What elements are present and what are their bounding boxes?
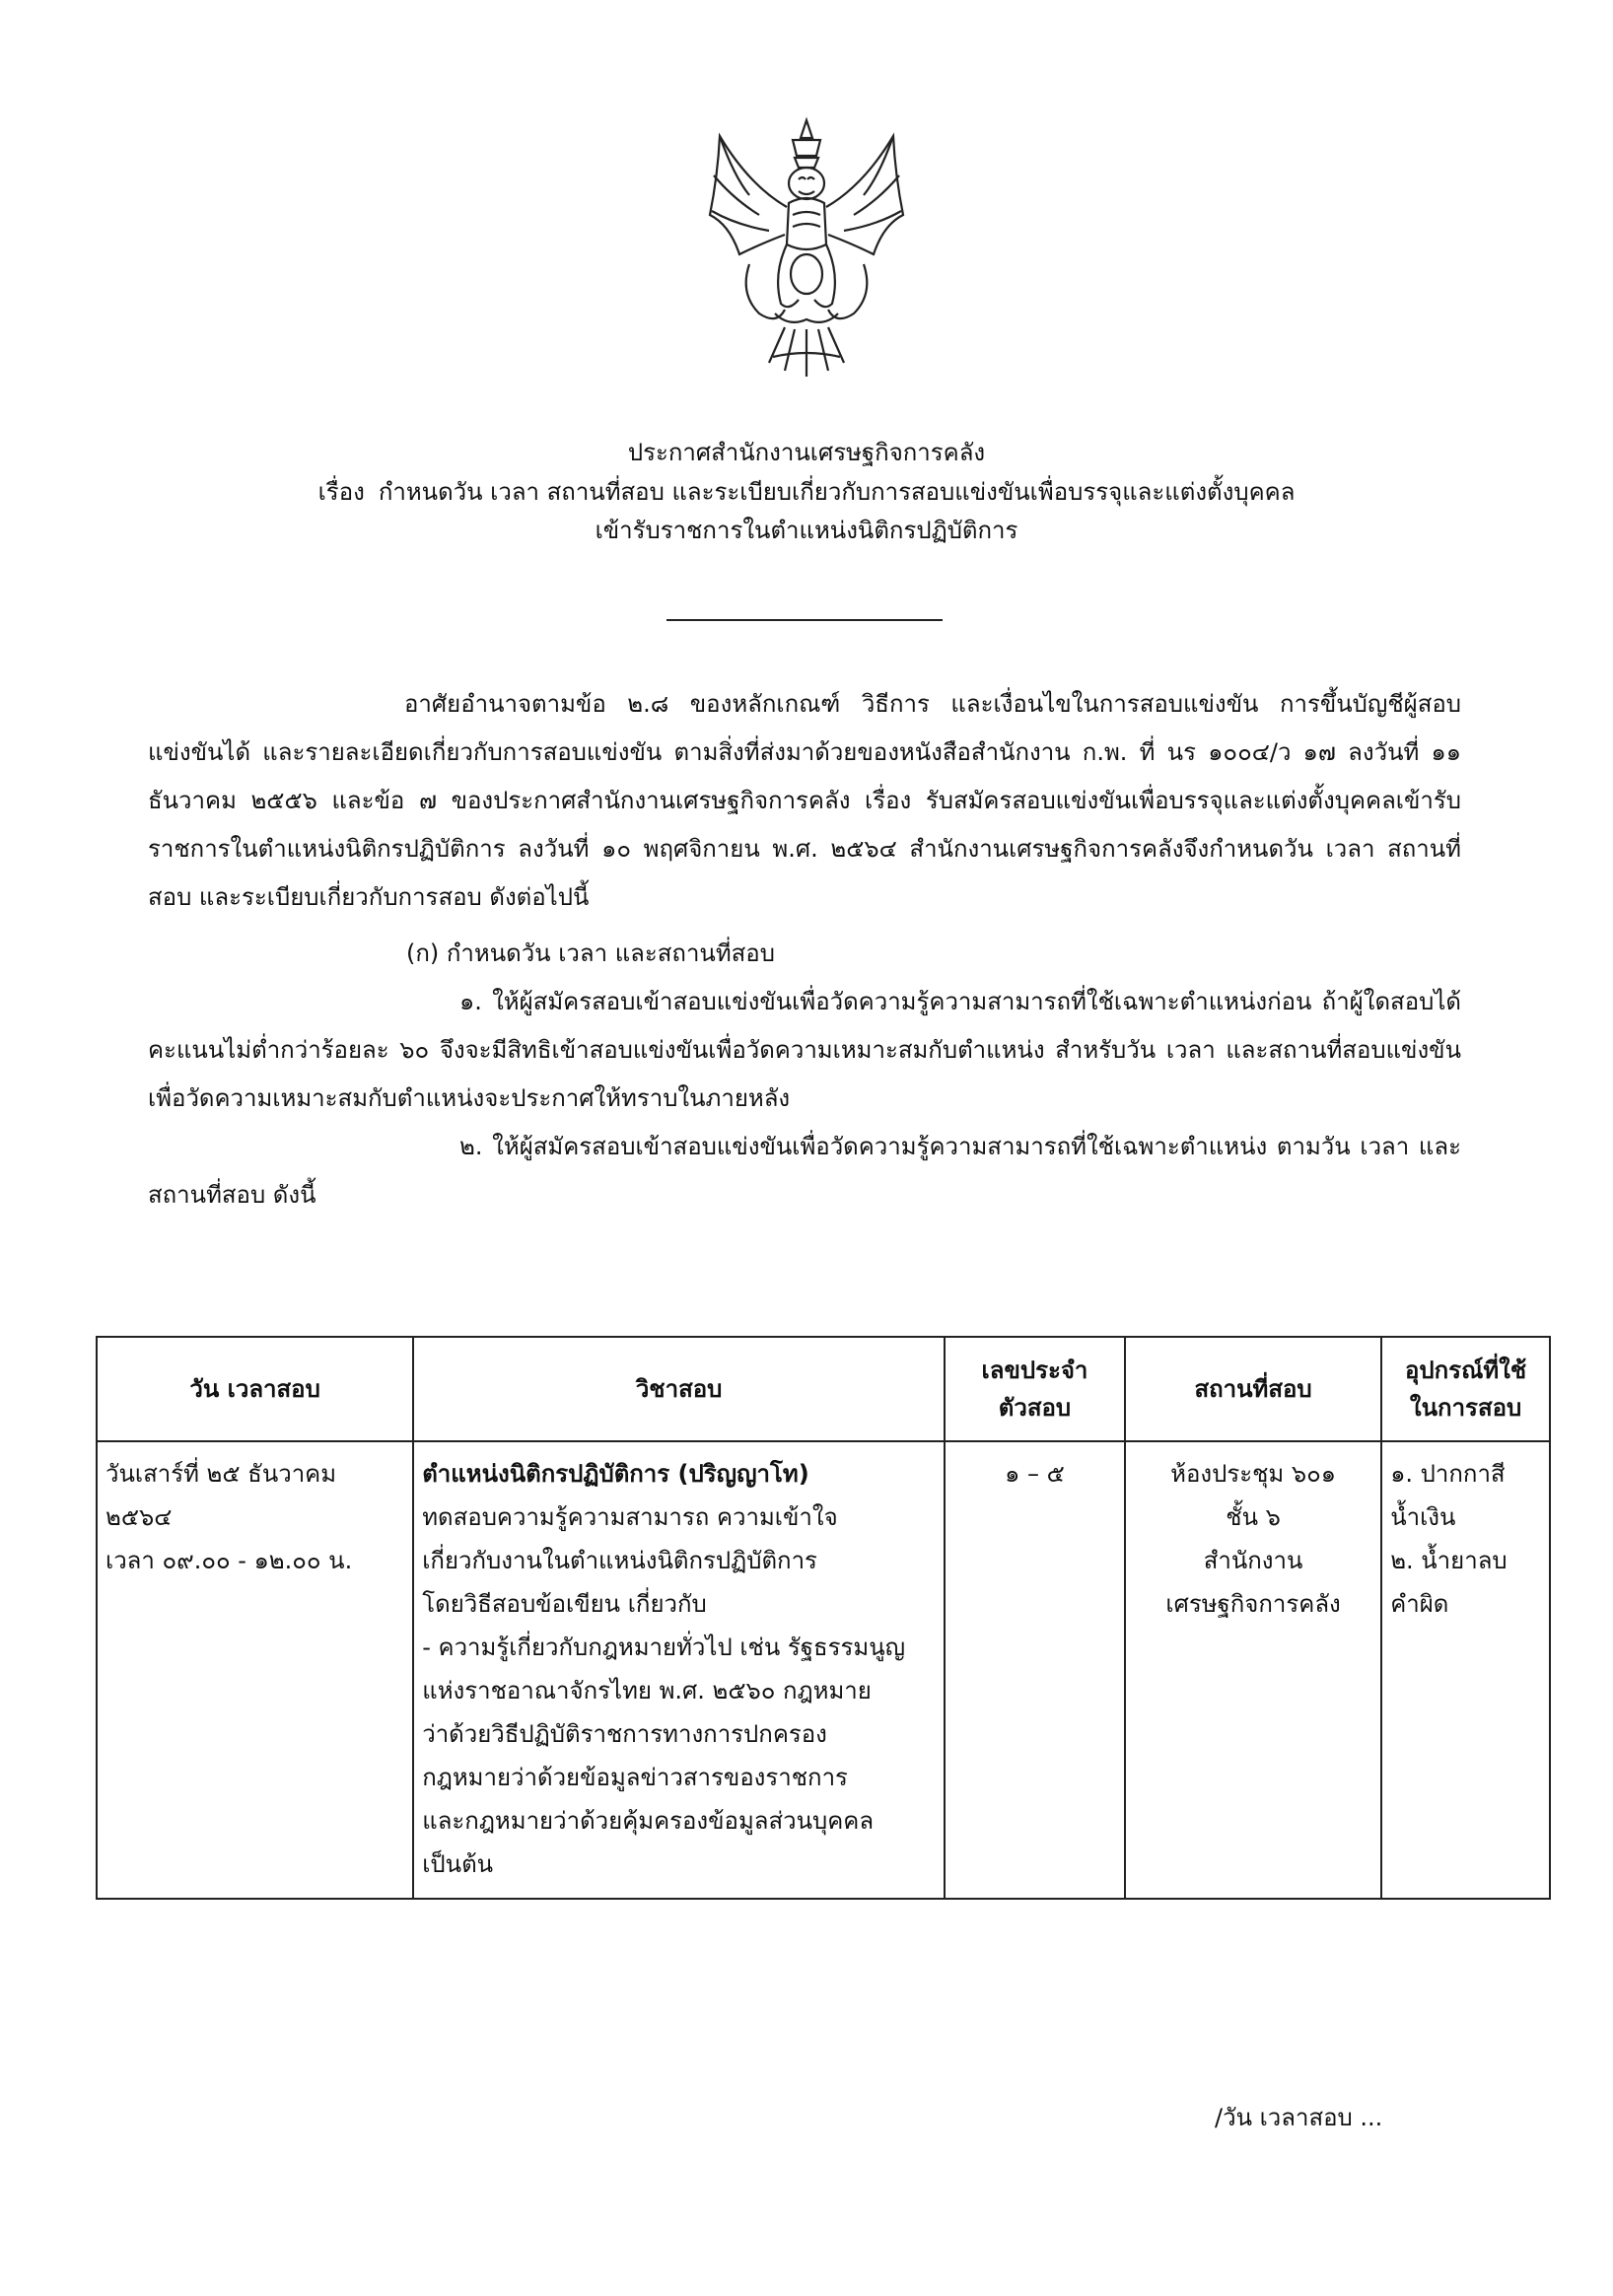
- exam-schedule-table: [96, 1336, 1551, 1900]
- table-header-row: [97, 1337, 1550, 1441]
- item-1-paragraph: ๑. ให้ผู้สมัครสอบเข้าสอบแข่งขันเพื่อวัดความรู้ความสามารถที่ใช้เฉพาะตำแหน่งก่อน ถ้าผู้ใดสอบได้คะแนนไม่ต่ำกว่าร้อยละ ๖๐ จึงจะมีสิทธิเข้าสอบแข่งขันเพื่อวัดความเหมาะสมกับตำแหน่ง สำหรับวัน เวลา และสถานที่สอบแข่งขันเพื่อวัดความเหมาะสมกับตำแหน่งจะประกาศให้ทราบในภายหลัง: [148, 988, 1461, 1112]
- announcement-title: ประกาศสำนักงานเศรษฐกิจการคลัง: [627, 439, 986, 466]
- subject-prefix: เรื่อง: [317, 477, 365, 506]
- subject-continuation: เข้ารับราชการในตำแหน่งนิติกรปฏิบัติการ: [595, 517, 1018, 545]
- announcement-header: [0, 434, 1613, 551]
- header-subject: วิชาสอบ: [413, 1337, 945, 1441]
- continuation-note: /วัน เวลาสอบ ...: [1215, 2104, 1383, 2131]
- cell-subject: ตำแหน่งนิติกรปฏิบัติการ (ปริญญาโท) ทดสอบความรู้ความสามารถ ความเข้าใจ เกี่ยวกับงานในตำแหน่งนิติกรปฏิบัติการ โดยวิธีสอบข้อเขียน เกี่ยวกับ - ความรู้เกี่ยวกับกฎหมายทั่วไป เช่น รัฐธรรมนูญ แห่งราชอาณาจักรไทย พ.ศ. ๒๕๖๐ กฎหมาย ว่าด้วยวิธีปฏิบัติราชการทางการปกครอง กฎหมายว่าด้วยข้อมูลข่าวสารของราชการ และกฎหมายว่าด้วยคุ้มครองข้อมูลส่วนบุคคล เป็นต้น: [413, 1441, 945, 1899]
- header-place: สถานที่สอบ: [1125, 1337, 1381, 1441]
- subject-text: กำหนดวัน เวลา สถานที่สอบ และระเบียบเกี่ยวกับการสอบแข่งขันเพื่อบรรจุและแต่งตั้งบุคคล: [378, 477, 1296, 506]
- announcement-body: [148, 680, 1461, 1219]
- section-a-heading: (ก) กำหนดวัน เวลา และสถานที่สอบ: [406, 939, 775, 967]
- cell-equipment: ๑. ปากกาสี น้ำเงิน ๒. น้ำยาลบ คำผิด: [1381, 1441, 1550, 1899]
- subject-title: ตำแหน่งนิติกรปฏิบัติการ (ปริญญาโท): [422, 1460, 809, 1488]
- garuda-emblem-icon: [690, 116, 923, 381]
- header-equipment: อุปกรณ์ที่ใช้ ในการสอบ: [1381, 1337, 1550, 1441]
- header-number: เลขประจำ ตัวสอบ: [945, 1337, 1125, 1441]
- item-2-paragraph: ๒. ให้ผู้สมัครสอบเข้าสอบแข่งขันเพื่อวัดความรู้ความสามารถที่ใช้เฉพาะตำแหน่ง ตามวัน เวลา และสถานที่สอบ ดังนี้: [148, 1133, 1461, 1209]
- cell-place: ห้องประชุม ๖๐๑ ชั้น ๖ สำนักงาน เศรษฐกิจการคลัง: [1125, 1441, 1381, 1899]
- header-date: วัน เวลาสอบ: [97, 1337, 413, 1441]
- cell-number: ๑ – ๕: [945, 1441, 1125, 1899]
- header-divider: [666, 619, 943, 621]
- table-row: [97, 1441, 1550, 1899]
- announcement-subject: [0, 473, 1613, 513]
- intro-paragraph: อาศัยอำนาจตามข้อ ๒.๘ ของหลักเกณฑ์ วิธีการ และเงื่อนไขในการสอบแข่งขัน การขึ้นบัญชีผู้สอบแข่งขันได้ และรายละเอียดเกี่ยวกับการสอบแข่งขัน ตามสิ่งที่ส่งมาด้วยของหนังสือสำนักงาน ก.พ. ที่ นร ๑๐๐๔/ว ๑๗ ลงวันที่ ๑๑ ธันวาคม ๒๕๕๖ และข้อ ๗ ของประกาศสำนักงานเศรษฐกิจการคลัง เรื่อง รับสมัครสอบแข่งขันเพื่อบรรจุและแต่งตั้งบุคคลเข้ารับราชการในตำแหน่งนิติกรปฏิบัติการ ลงวันที่ ๑๐ พฤศจิกายน พ.ศ. ๒๕๖๔ สำนักงานเศรษฐกิจการคลังจึงกำหนดวัน เวลา สถานที่สอบ และระเบียบเกี่ยวกับการสอบ ดังต่อไปนี้: [148, 690, 1461, 911]
- cell-date: วันเสาร์ที่ ๒๕ ธันวาคม ๒๕๖๔ เวลา ๐๙.๐๐ - ๑๒.๐๐ น.: [97, 1441, 413, 1899]
